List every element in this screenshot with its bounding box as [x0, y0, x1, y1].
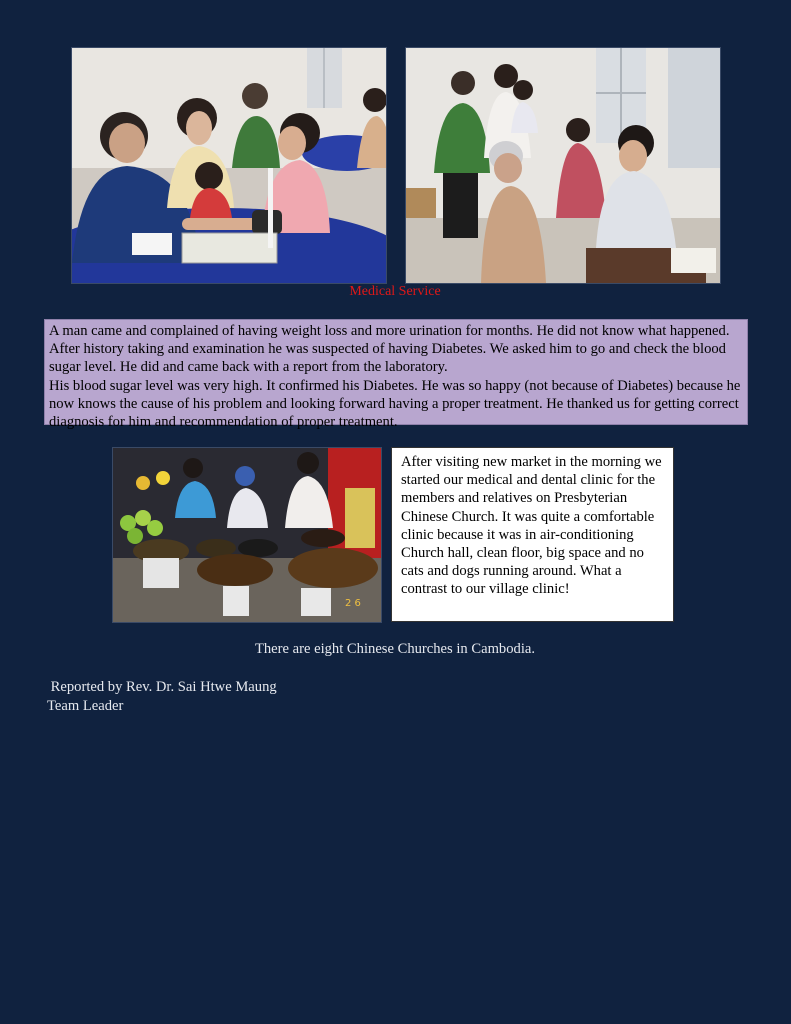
reporter-title: Team Leader	[47, 697, 124, 714]
reporter-name: Reported by Rev. Dr. Sai Htwe Maung	[47, 679, 277, 695]
diabetes-story-box	[44, 319, 748, 431]
blood-pressure-photo	[71, 47, 387, 284]
reporter-block	[47, 678, 277, 715]
clinic-text-box	[391, 447, 674, 622]
churches-note: There are eight Chinese Churches in Cambodia.	[254, 641, 536, 657]
story-paragraph-1: A man came and complained of having weight loss and more urination for months. He did not know what happened. After history taking and examination he was suspected of having Diabetes. We asked him to go and check the blood sugar level. He did and came back with a report from the laboratory.	[49, 323, 730, 376]
blood-pressure-illustration	[72, 48, 386, 283]
photo-date-stamp: 2 6	[345, 598, 361, 609]
consultation-photo	[405, 47, 721, 284]
photo-caption: Medical Service	[349, 284, 441, 299]
clinic-description: After visiting new market in the morning we started our medical and dental clinic for the members and relatives on Presbyterian Chinese Church. It was quite a comfortable clinic because it was in air-conditioning Church hall, clean floor, big space and no cats and dogs running around. What a contrast to our village clinic!	[401, 454, 662, 598]
market-photo	[112, 447, 382, 623]
market-illustration	[113, 448, 381, 622]
story-paragraph-2: His blood sugar level was very high. It confirmed his Diabetes. He was so happy (not because of Diabetes) because he now knows the cause of his problem and looking forward having a proper treatment. He thanked us for getting correct diagnosis for him and recommendation of proper treatment.	[49, 377, 741, 431]
consultation-illustration	[406, 48, 720, 283]
